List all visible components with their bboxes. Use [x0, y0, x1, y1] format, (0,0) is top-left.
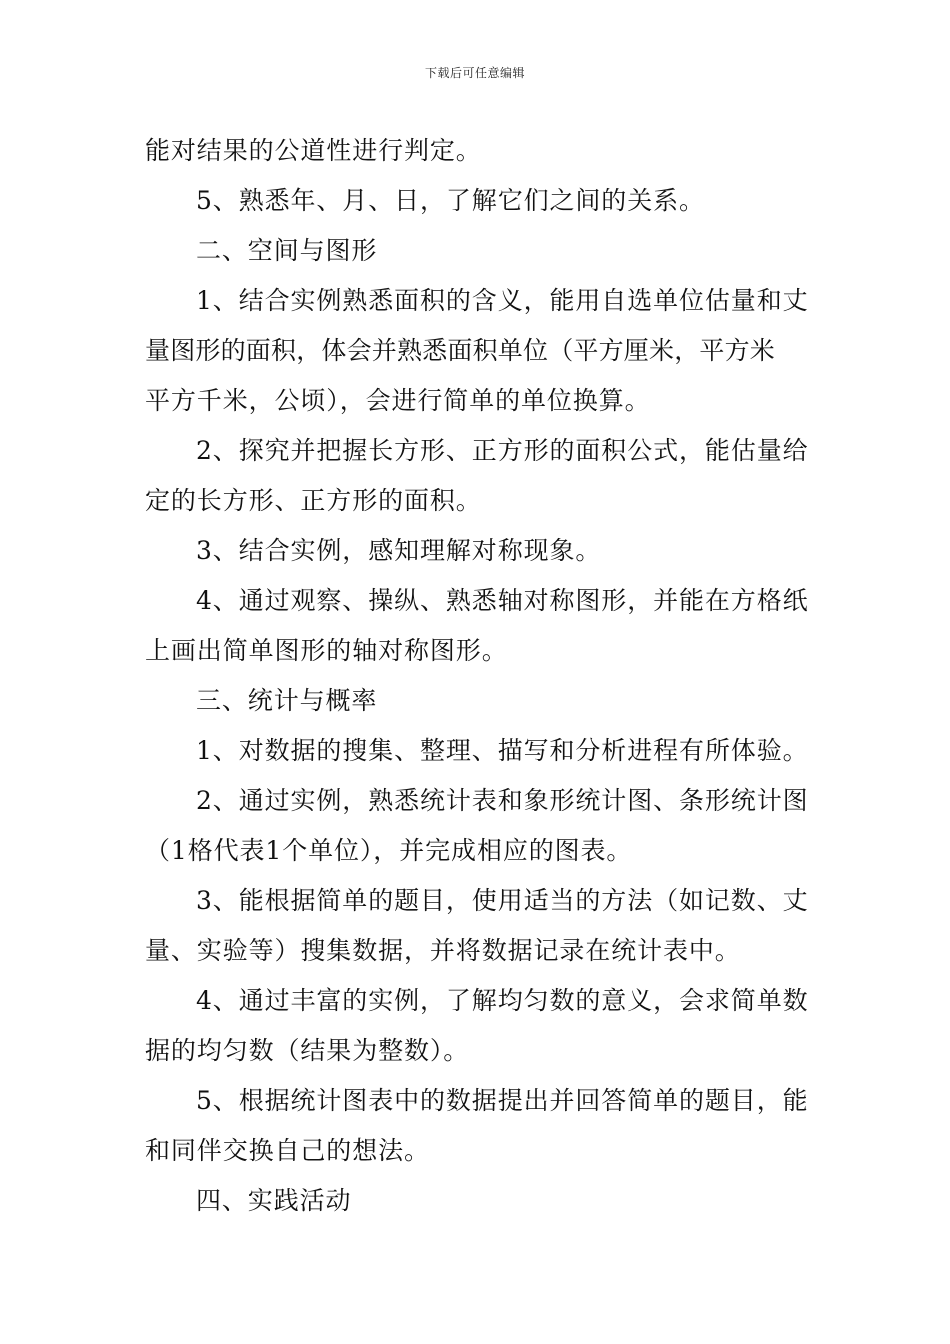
paragraph-line: 和同伴交换自己的想法。	[145, 1136, 430, 1165]
paragraph-line: 2、通过实例，熟悉统计表和象形统计图、条形统计图	[196, 786, 809, 815]
paragraph-line: 5、熟悉年、月、日，了解它们之间的关系。	[196, 186, 705, 215]
paragraph-line: 3、能根据简单的题目，使用适当的方法（如记数、丈	[196, 886, 809, 915]
page-header: 下载后可任意编辑	[424, 66, 525, 80]
paragraph-line: 量、实验等）搜集数据，并将数据记录在统计表中。	[145, 936, 741, 965]
section-heading: 三、统计与概率	[196, 686, 378, 715]
paragraph-line: 1、对数据的搜集、整理、描写和分析进程有所体验。	[196, 736, 809, 765]
paragraph-line: 能对结果的公道性进行判定。	[145, 136, 482, 165]
paragraph-line: 3、结合实例，感知理解对称现象。	[196, 536, 602, 565]
paragraph-line: 4、通过观察、操纵、熟悉轴对称图形，并能在方格纸	[196, 586, 809, 615]
paragraph-line: 据的均匀数（结果为整数）。	[145, 1036, 470, 1065]
document-body	[145, 126, 807, 1226]
section-heading: 二、空间与图形	[196, 236, 378, 265]
paragraph-line: 4、通过丰富的实例，了解均匀数的意义，会求简单数	[196, 986, 809, 1015]
paragraph-line: 1、结合实例熟悉面积的含义，能用自选单位估量和丈	[196, 286, 809, 315]
paragraph-line: （1格代表1个单位），并完成相应的图表。	[145, 836, 633, 865]
paragraph-line: 量图形的面积，体会并熟悉面积单位（平方厘米，平方米	[145, 336, 776, 365]
paragraph-line: 上画出简单图形的轴对称图形。	[145, 636, 508, 665]
paragraph-line: 定的长方形、正方形的面积。	[145, 486, 482, 515]
paragraph-line: 平方千米，公顷），会进行简单的单位换算。	[145, 386, 651, 415]
paragraph-line: 5、根据统计图表中的数据提出并回答简单的题目，能	[196, 1086, 809, 1115]
section-heading: 四、实践活动	[196, 1186, 352, 1215]
paragraph-line: 2、探究并把握长方形、正方形的面积公式，能估量给	[196, 436, 809, 465]
